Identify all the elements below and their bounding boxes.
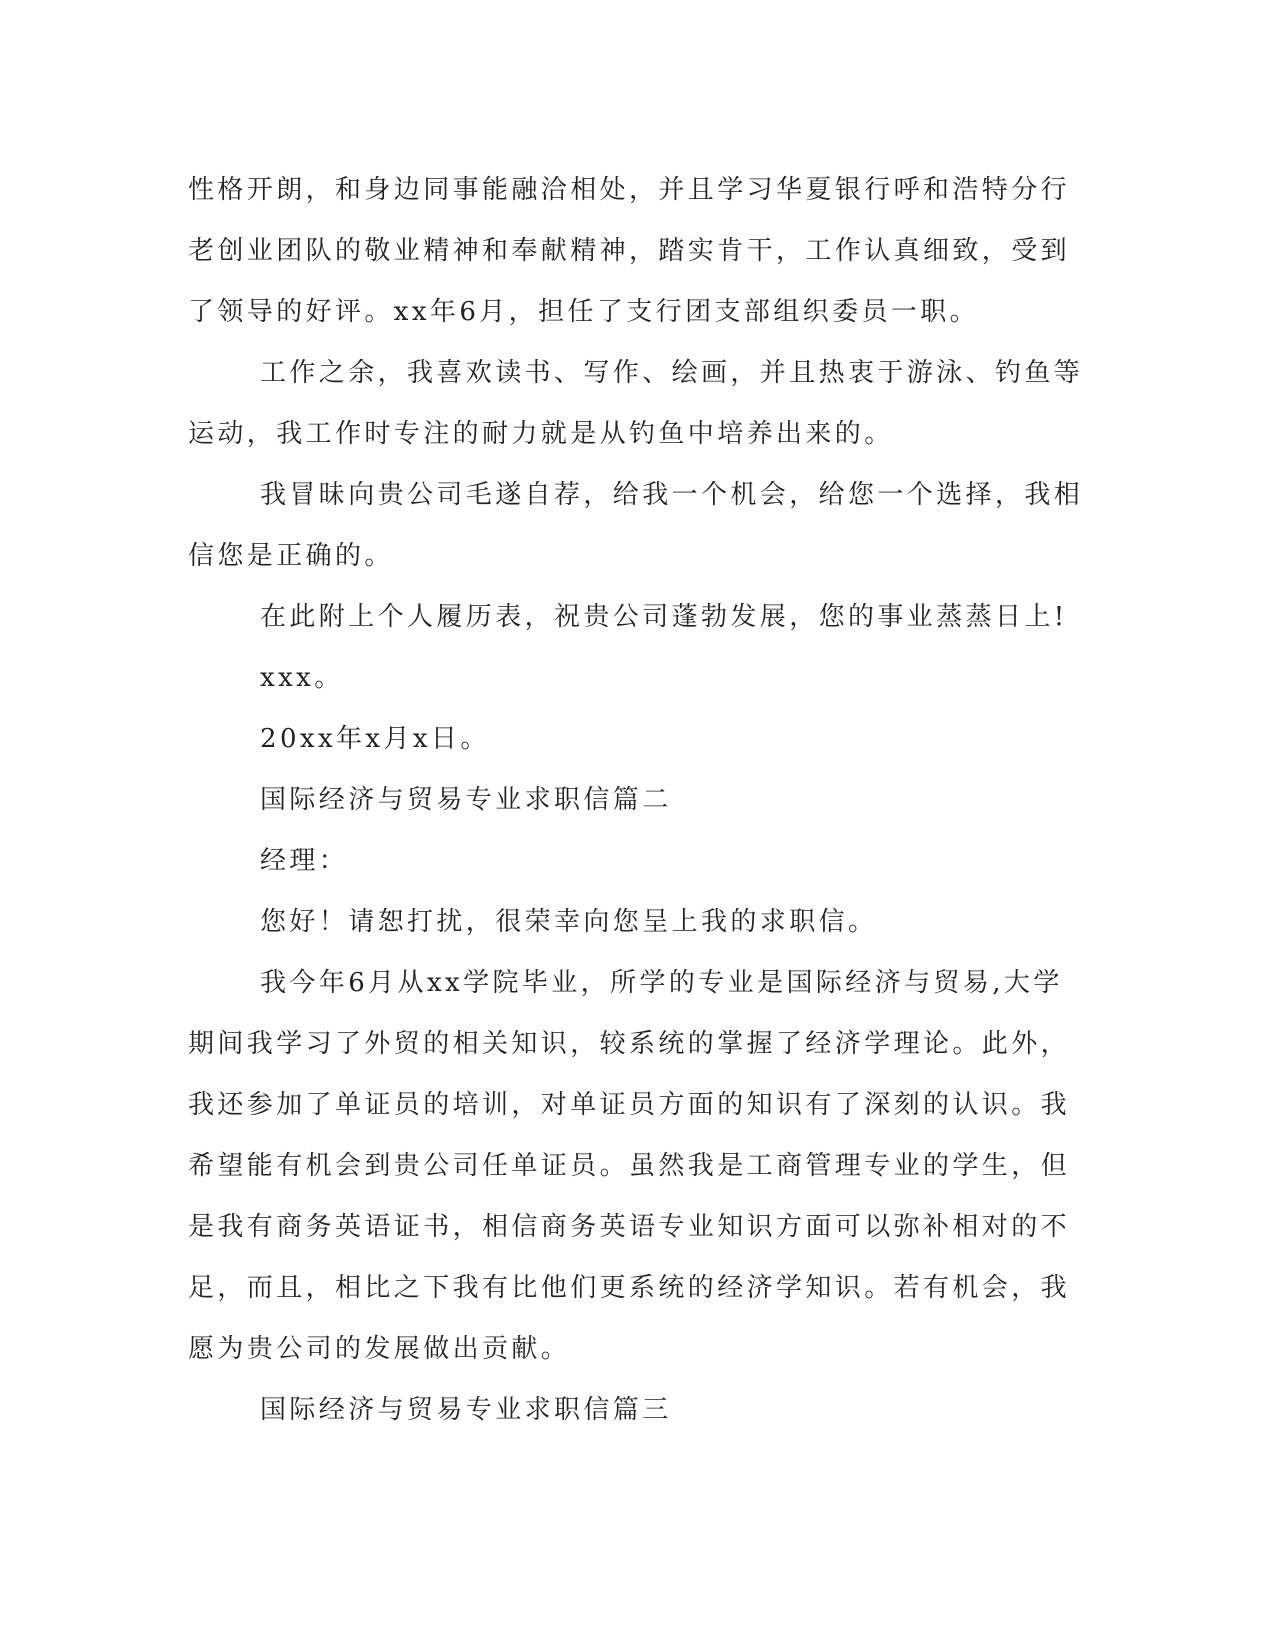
section-heading-2: 国际经济与贸易专业求职信篇二 (260, 785, 672, 815)
paragraph-3: 我冒昧向贵公司毛遂自荐，给我一个机会，给您一个选择，我相信您是正确的。 (188, 480, 1084, 571)
paragraph-body: 我今年6月从xx学院毕业，所学的专业是国际经济与贸易,大学期间我学习了外贸的相关知识，较系统的掌握了经济学理论。此外，我还参加了单证员的培训，对单证员方面的知识有了深刻的认识。我希望能有机会到贵公司任单证员。虽然我是工商管理专业的学生，但是我有商务英语证书，相信商务英语专业知识方面可以弥补相对的不足，而且，相比之下我有比他们更系统的经济学知识。若有机会，我愿为贵公司的发展做出贡献。 (188, 968, 1071, 1364)
salutation: 经理： (260, 846, 349, 876)
signature-date: 20xx年x月x日。 (260, 724, 490, 754)
signature-name: xxx。 (260, 663, 344, 693)
greeting: 您好！请恕打扰，很荣幸向您呈上我的求职信。 (260, 907, 878, 937)
paragraph-2: 工作之余，我喜欢读书、写作、绘画，并且热衷于游泳、钓鱼等运动，我工作时专注的耐力就是从钓鱼中培养出来的。 (188, 358, 1084, 449)
section-heading-3: 国际经济与贸易专业求职信篇三 (260, 1395, 672, 1425)
paragraph-4: 在此附上个人履历表，祝贵公司蓬勃发展，您的事业蒸蒸日上! (260, 602, 1068, 632)
paragraph-1: 性格开朗，和身边同事能融洽相处，并且学习华夏银行呼和浩特分行老创业团队的敬业精神和奉献精神，踏实肯干，工作认真细致，受到了领导的好评。xx年6月，担任了支行团支部组织委员一职。 (188, 175, 1071, 327)
document-body (188, 160, 1088, 1441)
